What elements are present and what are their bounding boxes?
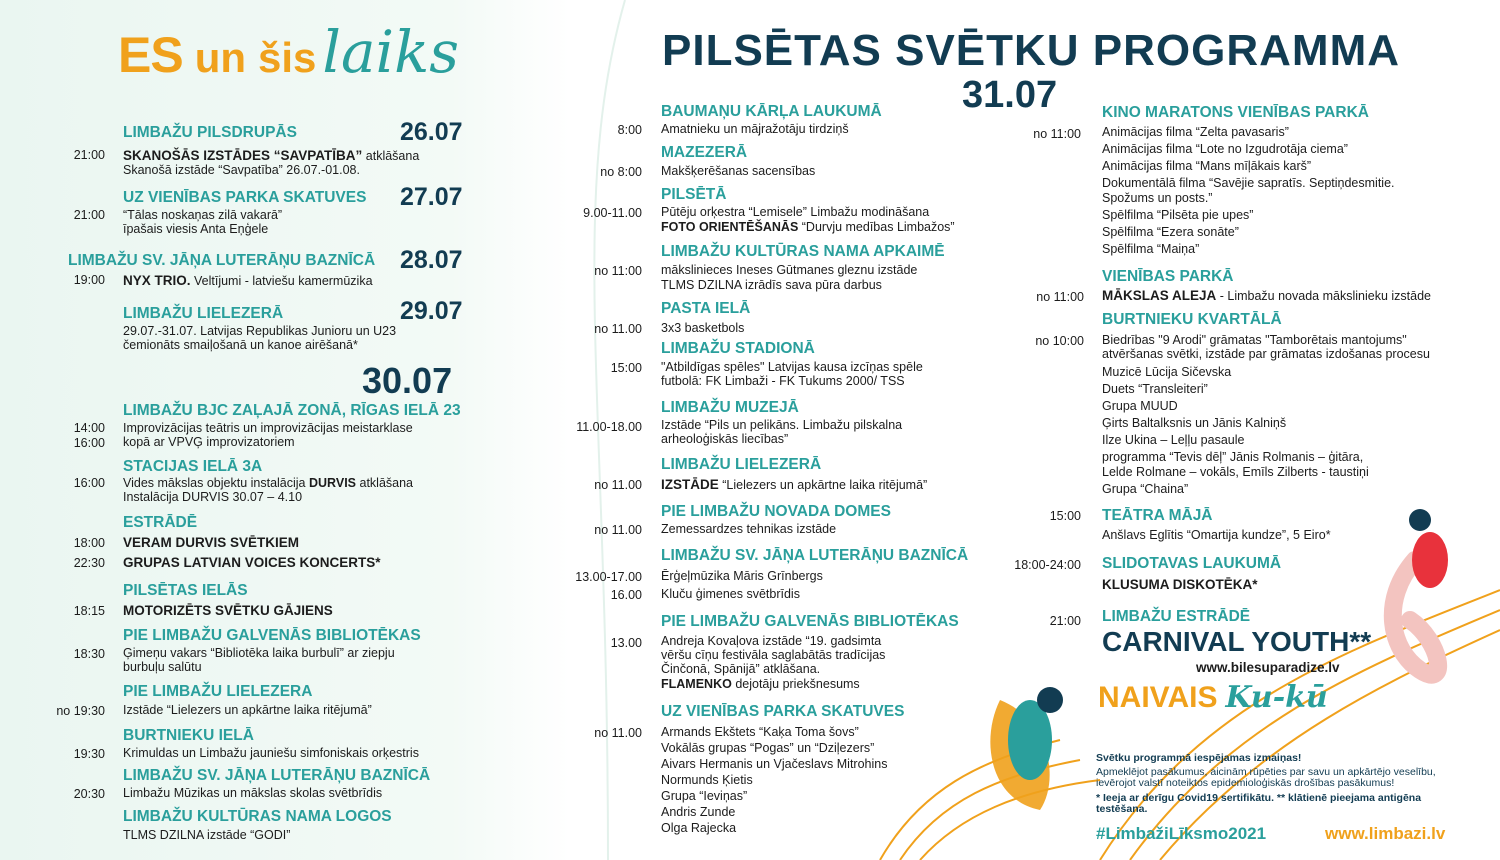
event-line: Animācijas filma “Zelta pavasaris” xyxy=(1102,125,1289,139)
event-text: - Limbažu novada mākslinieku izstāde xyxy=(1219,289,1431,303)
event-line: Instalācija DURVIS 30.07 – 4.10 xyxy=(123,490,303,504)
section-header: MAZEZERĀ xyxy=(661,144,748,161)
event-bold: MOTORIZĒTS SVĒTKU GĀJIENS xyxy=(123,603,333,618)
event-line: Ērģeļmūzika Māris Grīnbergs xyxy=(661,569,823,583)
event-time: 18:00 xyxy=(73,536,105,550)
event-bold: FLAMENKO xyxy=(661,677,732,691)
event-line: Improvizācijas teātris un improvizācijas meistarklase xyxy=(123,421,413,435)
event-time: no 10:00 xyxy=(1035,334,1084,348)
event-line: Vokālās grupas “Pogas” un “Dziļezers” xyxy=(661,741,875,755)
event-line: Grupa MUUD xyxy=(1102,399,1178,413)
event-line: Biedrības "9 Arodi" grāmatas "Tamborētais mantojums" xyxy=(1102,333,1407,347)
section-header: PILSĒTAS IELĀS xyxy=(123,582,248,599)
event-time: 19:30 xyxy=(73,747,105,761)
event-time: 13.00-17.00 xyxy=(575,570,642,584)
event-time: 16.00 xyxy=(610,588,642,602)
date-2607: 26.07 xyxy=(400,118,463,146)
section-header: LIMBAŽU SV. JĀŅA LUTERĀŅU BAZNĪCĀ xyxy=(68,252,376,269)
event-time: 11.00-18.00 xyxy=(576,420,642,434)
section-header: KINO MARATONS VIENĪBAS PARKĀ xyxy=(1102,104,1369,121)
section-header: ESTRĀDĒ xyxy=(123,514,198,531)
headliner-carnival-youth: CARNIVAL YOUTH** xyxy=(1102,626,1372,657)
event-time: 13.00 xyxy=(610,636,642,650)
event-line: Spēlfilma “Pilsēta pie upes” xyxy=(1102,208,1254,222)
event-time: no 11.00 xyxy=(594,322,642,336)
event-line xyxy=(661,477,927,493)
event-line: atvēršanas svētki, izstāde par grāmatas izdošanas procesu xyxy=(1102,347,1430,361)
date-3007: 30.07 xyxy=(362,360,453,401)
event-line: vēršu cīņu festivāla saglabātās tradīcijas xyxy=(661,648,886,662)
event-time: no 11:00 xyxy=(1033,127,1081,141)
section-header: PIE LIMBAŽU GALVENĀS BIBLIOTĒKAS xyxy=(123,627,421,644)
event-line: Kluču ģimenes svētbrīdis xyxy=(661,587,800,601)
event-time: 22:30 xyxy=(73,556,105,570)
event-time: 19:00 xyxy=(73,273,105,287)
event-text: atklāšana xyxy=(359,476,414,490)
section-header: LIMBAŽU SV. JĀŅA LUTERĀŅU BAZNĪCĀ xyxy=(661,547,969,564)
event-line: 3x3 basketbols xyxy=(661,321,745,335)
event-text: atklāšana xyxy=(365,149,420,163)
naivais-word: NAIVAIS xyxy=(1098,681,1218,714)
event-time: 21:00 xyxy=(1049,614,1081,628)
headliner-naivais-kuku xyxy=(1098,680,1328,715)
event-line xyxy=(661,220,955,235)
section-header: LIMBAŽU PILSDRUPĀS xyxy=(123,124,297,141)
event-bold: NYX TRIO. xyxy=(123,273,191,288)
section-header: UZ VIENĪBAS PARKA SKATUVES xyxy=(661,703,905,720)
date-2907: 29.07 xyxy=(400,297,463,325)
event-line: “Tālas noskaņas zilā vakarā” xyxy=(123,208,283,222)
event-time: no 11:00 xyxy=(1036,290,1084,304)
event-line: futbolā: FK Limbaži - FK Tukums 2000/ TSS xyxy=(661,374,905,388)
section-header: LIMBAŽU KULTŪRAS NAMA APKAIMĒ xyxy=(661,243,945,260)
event-line: Pūtēju orķestra “Lemisele” Limbažu modināšana xyxy=(661,205,930,219)
event-bold: KLUSUMA DISKOTĒKA* xyxy=(1102,577,1258,592)
section-header: SLIDOTAVAS LAUKUMĀ xyxy=(1102,555,1282,572)
event-line: Makšķerēšanas sacensības xyxy=(661,164,816,178)
event-line: Armands Ekštets “Kaķa Toma šovs” xyxy=(661,725,859,739)
section-header: PASTA IELĀ xyxy=(661,300,751,317)
event-line: Andreja Kovaļova izstāde “19. gadsimta xyxy=(661,634,882,648)
event-line: TLMS DZILNA izstāde “GODI” xyxy=(123,828,291,842)
logo-word-es: ES xyxy=(118,27,183,83)
event-bold: DURVIS xyxy=(309,476,357,490)
logo-word-un: un xyxy=(194,34,247,81)
event-time: 20:30 xyxy=(73,787,105,801)
event-time: 14:00 xyxy=(73,421,105,435)
event-time: 15:00 xyxy=(610,361,642,375)
date-2707: 27.07 xyxy=(400,183,463,211)
event-line: Lelde Rolmane – vokāls, Emīls Zilberts - taustiņi xyxy=(1102,465,1369,479)
event-line: čemionāts smaiļošanā un kanoe airēšanā* xyxy=(123,338,358,352)
event-bold: SKANOŠĀS IZSTĀDES “SAVPATĪBA” xyxy=(123,148,363,163)
date-2807: 28.07 xyxy=(400,246,463,274)
notice-line: testēšana. xyxy=(1096,803,1148,815)
logo xyxy=(118,18,459,98)
kuku-word: Ku-kū xyxy=(1225,680,1328,715)
event-time: 18:30 xyxy=(73,647,105,661)
event-time: no 8:00 xyxy=(600,165,642,179)
event-line: Izstāde “Pils un pelikāns. Limbažu pilskalna xyxy=(661,418,903,432)
event-line: Spēlfilma “Ezera sonāte” xyxy=(1102,225,1239,239)
event-time: no 11.00 xyxy=(594,478,642,492)
event-time: 16:00 xyxy=(73,476,105,490)
section-header: PIE LIMBAŽU NOVADA DOMES xyxy=(661,503,891,520)
logo-word-laiks: laiks xyxy=(322,18,459,86)
section-header: LIMBAŽU KULTŪRAS NAMA LOGOS xyxy=(123,808,392,825)
section-header: LIMBAŽU SV. JĀŅA LUTERĀŅU BAZNĪCĀ xyxy=(123,767,431,784)
page-title: PILSĒTAS SVĒTKU PROGRAMMA xyxy=(662,26,1401,75)
section-header: PIE LIMBAŽU LIELEZERA xyxy=(123,683,313,700)
event-line: Normunds Ķietis xyxy=(661,773,753,787)
event-line: 29.07.-31.07. Latvijas Republikas Junioru un U23 xyxy=(123,324,397,338)
event-time: no 11:00 xyxy=(594,264,642,278)
section-header: LIMBAŽU MUZEJĀ xyxy=(661,399,799,416)
event-line xyxy=(123,148,419,164)
event-line: Olga Rajecka xyxy=(661,821,737,835)
event-time: 21:00 xyxy=(73,148,105,162)
event-time: no 19:30 xyxy=(56,704,105,718)
section-header: BAUMAŅU KĀRĻA LAUKUMĀ xyxy=(661,103,882,120)
event-time: 16:00 xyxy=(73,436,105,450)
notice-line: Apmeklējot pasākumus, aicinām rūpēties par savu un apkārtējo veselību, xyxy=(1096,766,1436,778)
event-bold: IZSTĀDE xyxy=(661,477,719,492)
notice-line: * Ieeja ar derīgu Covid19 sertifikātu. ** klātienē pieejama antigēna xyxy=(1096,792,1422,804)
event-line: mākslinieces Ineses Gūtmanes gleznu izstāde xyxy=(661,263,918,277)
event-line: Zemessardzes tehnikas izstāde xyxy=(661,522,837,536)
event-line: Spēlfilma “Maiņa” xyxy=(1102,242,1200,256)
section-header: LIMBAŽU BJC ZAĻAJĀ ZONĀ, RĪGAS IELĀ 23 xyxy=(123,402,461,419)
event-line: TLMS DZILNA izrādīs sava pūra darbus xyxy=(661,278,882,292)
section-header: PIE LIMBAŽU GALVENĀS BIBLIOTĒKAS xyxy=(661,613,959,630)
section-header: STACIJAS IELĀ 3A xyxy=(123,458,263,475)
section-header: BURTNIEKU IELĀ xyxy=(123,727,254,744)
event-line: Skanošā izstāde “Savpatība” 26.07.-01.08. xyxy=(123,163,360,177)
event-line: programma “Tevis dēļ” Jānis Rolmanis – ģitāra, xyxy=(1102,450,1364,464)
event-bold: GRUPAS LATVIAN VOICES KONCERTS* xyxy=(123,555,381,570)
event-text: “Lielezers un apkārtne laika ritējumā” xyxy=(722,478,928,492)
website-link[interactable]: www.limbazi.lv xyxy=(1325,824,1446,843)
event-line: Grupa “Chaina” xyxy=(1102,482,1189,496)
event-line xyxy=(1102,288,1431,304)
event-time: 21:00 xyxy=(73,208,105,222)
event-line xyxy=(661,677,860,692)
event-time: no 11.00 xyxy=(594,523,642,537)
event-line: Grupa “Ieviņas” xyxy=(661,789,748,803)
event-time: no 11.00 xyxy=(594,726,642,740)
event-text: “Durvju medības Limbažos” xyxy=(801,220,955,234)
event-line: Limbažu Mūzikas un mākslas skolas svētbrīdis xyxy=(123,786,383,800)
event-line: Dokumentālā filma “Savējie sapratīs. Septiņdesmitie. xyxy=(1102,176,1395,190)
notice-changes: Svētku programmā iespējamas izmaiņas! xyxy=(1096,752,1302,764)
event-line xyxy=(123,476,413,491)
event-line: kopā ar VPVĢ improvizatoriem xyxy=(123,435,295,449)
event-text: Veltījumi - latviešu kamermūzika xyxy=(194,274,373,288)
section-header: LIMBAŽU STADIONĀ xyxy=(661,340,815,357)
event-text: Vides mākslas objektu instalācija xyxy=(123,476,306,490)
event-time: 9.00-11.00 xyxy=(583,206,642,220)
section-header: UZ VIENĪBAS PARKA SKATUVES xyxy=(123,189,367,206)
event-time: 18:00-24:00 xyxy=(1014,558,1081,572)
event-line: Animācijas filma “Mans mīļākais karš” xyxy=(1102,159,1312,173)
event-bold: MĀKSLAS ALEJA xyxy=(1102,288,1217,303)
event-text: dejotāju priekšnesums xyxy=(735,677,860,691)
event-line: Amatnieku un mājražotāju tirdziņš xyxy=(661,122,849,136)
event-line: "Atbildīgas spēles" Latvijas kausa izcīņas spēle xyxy=(661,360,923,374)
event-line: Ģirts Baltalksnis un Jānis Kalniņš xyxy=(1102,416,1287,430)
hashtag: #LimbažiLīksmo2021 xyxy=(1096,824,1267,843)
event-bold: VERAM DURVIS SVĒTKIEM xyxy=(123,535,300,550)
section-header: TEĀTRA MĀJĀ xyxy=(1102,507,1213,524)
event-line: īpašais viesis Anta Eņģele xyxy=(123,222,269,236)
event-line: Muzicē Lūcija Sičevska xyxy=(1102,365,1232,379)
event-line: Animācijas filma “Lote no Izgudrotāja ciema” xyxy=(1102,142,1348,156)
event-line xyxy=(123,273,373,289)
event-line: Ģimeņu vakars “Bibliotēka laika burbulī” ar ziepju xyxy=(123,646,395,660)
event-line: Spožums un posts.” xyxy=(1102,191,1213,205)
notice-line: ievērojot valstī noteiktos epidemioloģiskās drošības pasākumus! xyxy=(1096,777,1395,789)
event-line: Činčonā, Spānijā” atklāšana. xyxy=(661,662,821,676)
event-line: Aivars Hermanis un Vjačeslavs Mitrohins xyxy=(661,757,888,771)
event-line: Izstāde “Lielezers un apkārtne laika ritējumā” xyxy=(123,703,372,717)
section-header: LIMBAŽU ESTRĀDĒ xyxy=(1102,608,1251,625)
ticket-link[interactable]: www.bilesuparadize.lv xyxy=(1196,660,1340,675)
event-time: 8:00 xyxy=(617,123,642,137)
event-time: 15:00 xyxy=(1049,509,1081,523)
section-header: BURTNIEKU KVARTĀLĀ xyxy=(1102,311,1282,328)
section-header: VIENĪBAS PARKĀ xyxy=(1102,268,1234,285)
event-line: arheoloģiskās liecības” xyxy=(661,432,789,446)
section-header: LIMBAŽU LIELEZERĀ xyxy=(661,456,822,473)
event-line: burbuļu salūtu xyxy=(123,660,202,674)
section-header: PILSĒTĀ xyxy=(661,186,727,203)
event-line: Anšlavs Eglītis “Omartija kundze”, 5 Eiro* xyxy=(1102,528,1331,542)
event-bold: FOTO ORIENTĒŠANĀS xyxy=(661,220,799,234)
event-time: 18:15 xyxy=(73,604,105,618)
event-line: Andris Zunde xyxy=(661,805,736,819)
event-line: Ilze Ukina – Leļļu pasaule xyxy=(1102,433,1245,447)
section-header: LIMBAŽU LIELEZERĀ xyxy=(123,305,284,322)
event-line: Duets “Transleiteri” xyxy=(1102,382,1208,396)
event-line: Krimuldas un Limbažu jauniešu simfoniskais orķestris xyxy=(123,746,419,760)
logo-word-sis: šis xyxy=(258,34,317,81)
date-3107: 31.07 xyxy=(962,74,1058,116)
